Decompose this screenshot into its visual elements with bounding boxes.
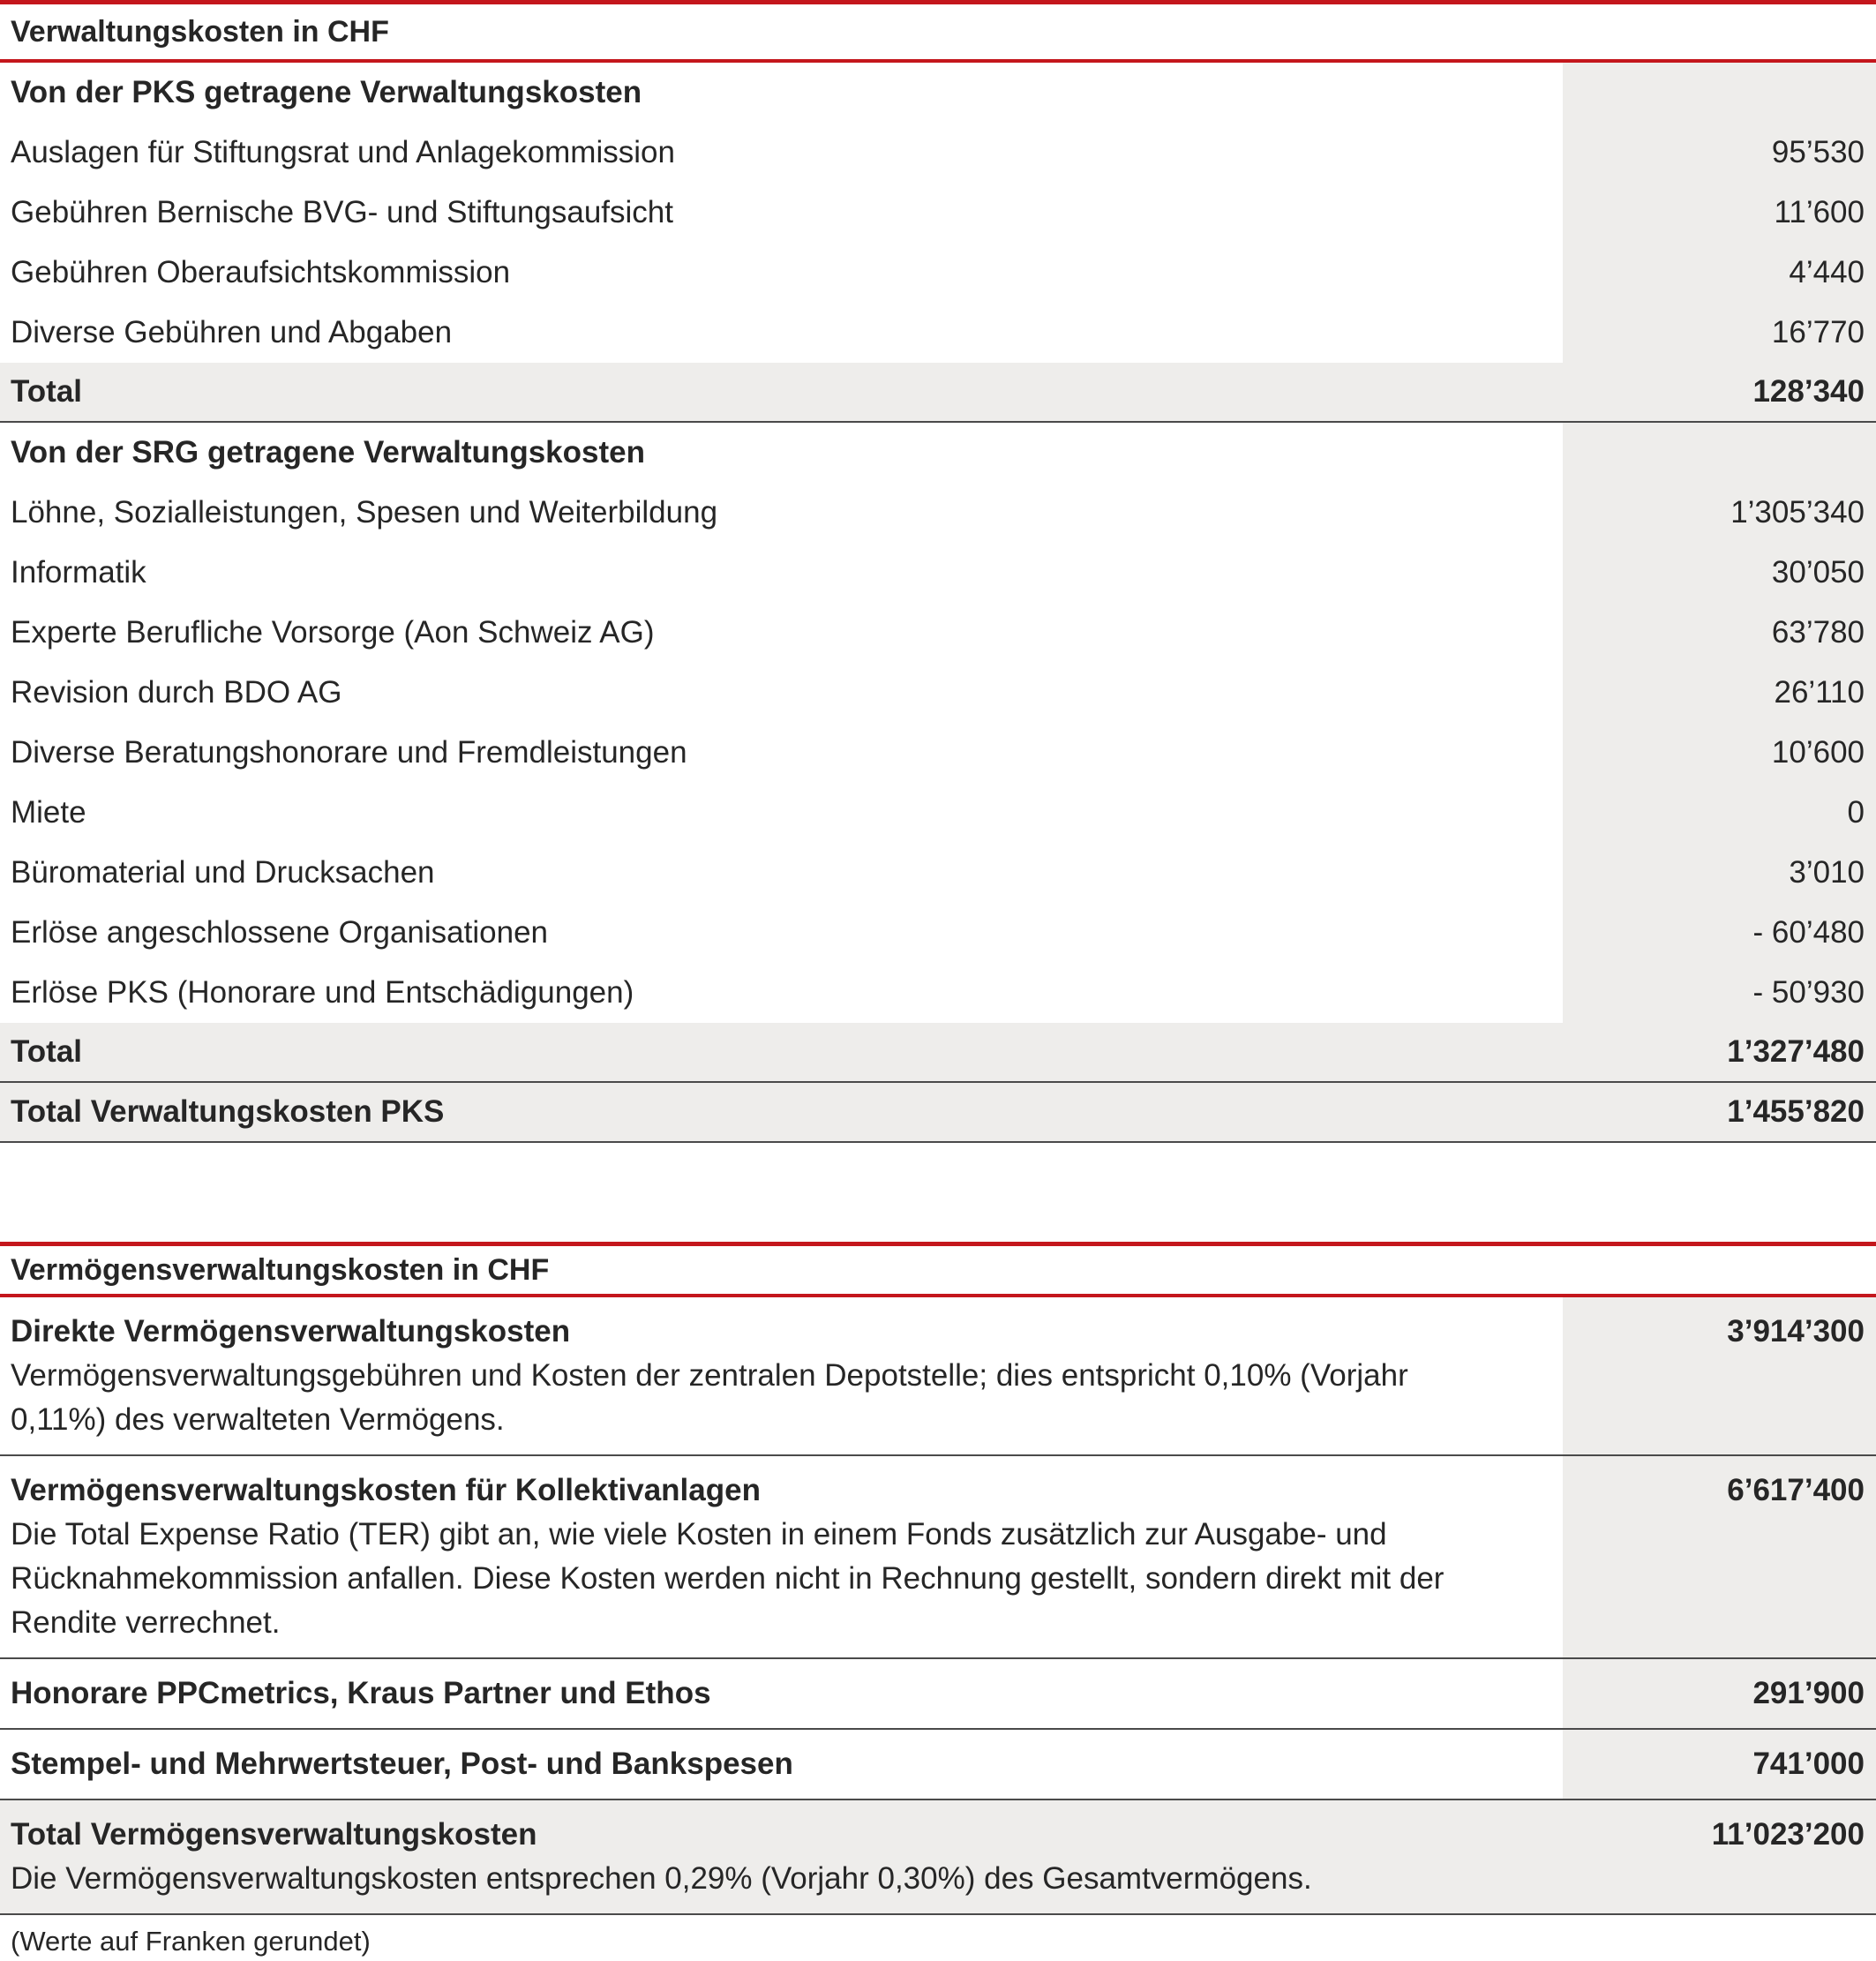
rounding-footnote: (Werte auf Franken gerundet) — [11, 1926, 371, 1957]
row-description: Vermögensverwaltungsgebühren und Kosten der zentralen Depotstelle; dies entspricht 0,10% (Vorjahr 0,11%) des verwalteten Vermögens. — [11, 1358, 1408, 1437]
pks-total-value: 128’340 — [1563, 363, 1876, 421]
table-row — [0, 1456, 1876, 1659]
value-cell-empty — [1563, 63, 1876, 123]
row-heading: Stempel- und Mehrwertsteuer, Post- und Bankspesen — [11, 1747, 793, 1781]
table-row — [0, 123, 1876, 183]
asset-total-description: Die Vermögensverwaltungskosten entsprechen 0,29% (Vorjahr 0,30%) des Gesamtvermögens. — [11, 1861, 1312, 1896]
row-label: Gebühren Bernische BVG- und Stiftungsaufsicht — [0, 183, 1563, 243]
table-row — [0, 843, 1876, 903]
table-row — [0, 183, 1876, 243]
row-label: Büromaterial und Drucksachen — [0, 843, 1563, 903]
grand-total-label: Total Verwaltungskosten PKS — [0, 1083, 1563, 1141]
row-value: - 50’930 — [1563, 963, 1876, 1023]
row-value: - 60’480 — [1563, 903, 1876, 963]
row-label: Diverse Beratungshonorare und Fremdleistungen — [0, 723, 1563, 783]
table-row — [0, 603, 1876, 663]
row-label: Miete — [0, 783, 1563, 843]
row-label: Löhne, Sozialleistungen, Spesen und Weiterbildung — [0, 483, 1563, 543]
asset-total-row — [0, 1800, 1876, 1915]
asset-total-heading: Total Vermögensverwaltungskosten — [11, 1817, 537, 1852]
pks-section-heading-row — [0, 63, 1876, 123]
pks-total-label: Total — [0, 363, 1563, 421]
table-row — [0, 483, 1876, 543]
row-heading: Honorare PPCmetrics, Kraus Partner und Ethos — [11, 1676, 711, 1710]
srg-total-row — [0, 1023, 1876, 1083]
row-label: Diverse Gebühren und Abgaben — [0, 303, 1563, 363]
row-label — [0, 1456, 1563, 1657]
row-label: Revision durch BDO AG — [0, 663, 1563, 723]
table-row — [0, 663, 1876, 723]
table-row — [0, 903, 1876, 963]
asset-total-value: 11’023’200 — [1563, 1800, 1876, 1913]
row-heading: Direkte Vermögensverwaltungskosten — [11, 1314, 571, 1349]
admin-costs-title: Verwaltungskosten in CHF — [0, 0, 1876, 63]
table-row — [0, 243, 1876, 303]
row-label: Experte Berufliche Vorsorge (Aon Schweiz AG) — [0, 603, 1563, 663]
row-label: Auslagen für Stiftungsrat und Anlagekommission — [0, 123, 1563, 183]
srg-section-heading-row — [0, 423, 1876, 483]
row-label: Informatik — [0, 543, 1563, 603]
table-row — [0, 1730, 1876, 1800]
pks-section-heading: Von der PKS getragene Verwaltungskosten — [0, 63, 1563, 123]
table-row — [0, 1297, 1876, 1456]
asset-costs-table — [0, 1242, 1876, 1915]
row-value: 291’900 — [1563, 1659, 1876, 1728]
table-row — [0, 543, 1876, 603]
row-value: 16’770 — [1563, 303, 1876, 363]
row-label: Erlöse PKS (Honorare und Entschädigungen) — [0, 963, 1563, 1023]
row-value: 95’530 — [1563, 123, 1876, 183]
row-label — [0, 1659, 1563, 1728]
pks-total-row — [0, 363, 1876, 423]
asset-total-label — [0, 1800, 1563, 1913]
row-value: 0 — [1563, 783, 1876, 843]
table-row — [0, 1659, 1876, 1730]
srg-section-heading: Von der SRG getragene Verwaltungskosten — [0, 423, 1563, 483]
row-value: 11’600 — [1563, 183, 1876, 243]
row-label: Gebühren Oberaufsichtskommission — [0, 243, 1563, 303]
srg-total-label: Total — [0, 1023, 1563, 1081]
table-row — [0, 303, 1876, 363]
table-row — [0, 723, 1876, 783]
row-heading: Vermögensverwaltungskosten für Kollektivanlagen — [11, 1473, 761, 1507]
row-label — [0, 1730, 1563, 1799]
row-label — [0, 1297, 1563, 1454]
row-value: 26’110 — [1563, 663, 1876, 723]
row-value: 3’010 — [1563, 843, 1876, 903]
row-label: Erlöse angeschlossene Organisationen — [0, 903, 1563, 963]
row-value: 4’440 — [1563, 243, 1876, 303]
grand-total-value: 1’455’820 — [1563, 1083, 1876, 1141]
row-value: 30’050 — [1563, 543, 1876, 603]
row-value: 3’914’300 — [1563, 1297, 1876, 1454]
table-row — [0, 963, 1876, 1023]
row-description: Die Total Expense Ratio (TER) gibt an, wie viele Kosten in einem Fonds zusätzlich zur Ausgabe- und Rücknahmekommission anfallen. Diese Kosten werden nicht in Rechnung gestellt, sondern direkt mit der Rendite verrechnet. — [11, 1517, 1445, 1640]
srg-total-value: 1’327’480 — [1563, 1023, 1876, 1081]
table-row — [0, 783, 1876, 843]
row-value: 741’000 — [1563, 1730, 1876, 1799]
row-value: 1’305’340 — [1563, 483, 1876, 543]
value-cell-empty — [1563, 423, 1876, 483]
row-value: 63’780 — [1563, 603, 1876, 663]
row-value: 6’617’400 — [1563, 1456, 1876, 1657]
asset-costs-title: Vermögensverwaltungskosten in CHF — [0, 1242, 1876, 1297]
grand-total-row — [0, 1083, 1876, 1143]
row-value: 10’600 — [1563, 723, 1876, 783]
